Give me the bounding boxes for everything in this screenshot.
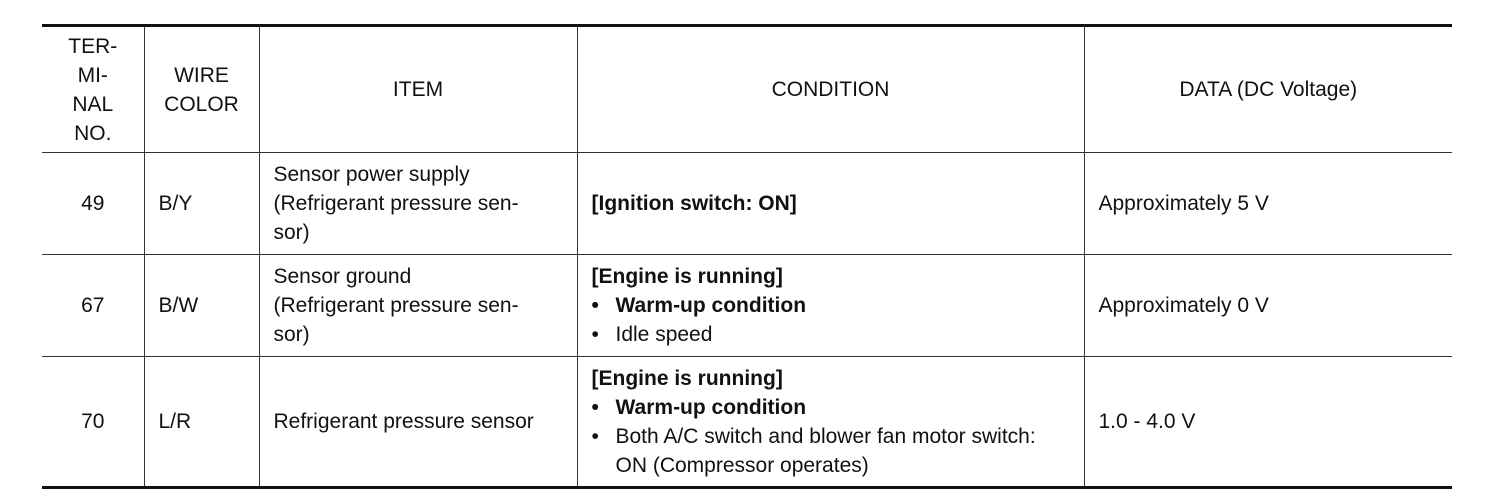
table-row — [42, 357, 1452, 488]
condition-heading: [Ignition switch: ON] — [591, 192, 797, 215]
bullet-icon: • — [591, 424, 599, 448]
item-cell: Sensor power supply (Refrigerant pressure sen- sor) — [259, 153, 577, 255]
terminal-number-cell: 67 — [42, 255, 144, 357]
condition-cell — [577, 357, 1084, 488]
terminal-number-cell: 49 — [42, 153, 144, 255]
condition-list-text: Both A/C switch and blower fan motor switch: ON (Compressor operates) — [615, 424, 1036, 477]
item-cell: Refrigerant pressure sensor — [259, 357, 577, 488]
header-row — [42, 26, 1452, 153]
condition-list-text: Idle speed — [615, 323, 713, 346]
header-condition: CONDITION — [577, 26, 1084, 153]
bullet-icon: • — [591, 294, 599, 317]
header-item: ITEM — [259, 26, 577, 153]
terminal-spec-table — [42, 24, 1452, 489]
wire-color-cell: B/W — [144, 255, 259, 357]
bullet-icon: • — [591, 323, 599, 346]
condition-cell — [577, 255, 1084, 357]
condition-cell — [577, 153, 1084, 255]
data-cell: Approximately 0 V — [1084, 255, 1452, 357]
table-row — [42, 153, 1452, 255]
condition-list-item — [592, 291, 1070, 320]
terminal-number-cell: 70 — [42, 357, 144, 488]
header-terminal-no: TER- MI- NAL NO. — [42, 26, 144, 153]
condition-heading: [Engine is running] — [591, 265, 783, 288]
condition-list — [592, 291, 1070, 349]
condition-heading: [Engine is running] — [591, 366, 783, 390]
condition-list-item — [592, 422, 1070, 480]
wire-color-cell: L/R — [144, 357, 259, 488]
condition-list-item — [592, 393, 1070, 422]
condition-list — [592, 393, 1070, 480]
condition-list-text: Warm-up condition — [615, 294, 807, 317]
condition-list-text: Warm-up condition — [615, 395, 807, 419]
data-cell: 1.0 - 4.0 V — [1084, 357, 1452, 488]
data-cell: Approximately 5 V — [1084, 153, 1452, 255]
header-wire-color: WIRE COLOR — [144, 26, 259, 153]
item-cell: Sensor ground (Refrigerant pressure sen- sor) — [259, 255, 577, 357]
header-data: DATA (DC Voltage) — [1084, 26, 1452, 153]
condition-list-item — [592, 320, 1070, 349]
bullet-icon: • — [591, 395, 599, 419]
table-row — [42, 255, 1452, 357]
wire-color-cell: B/Y — [144, 153, 259, 255]
